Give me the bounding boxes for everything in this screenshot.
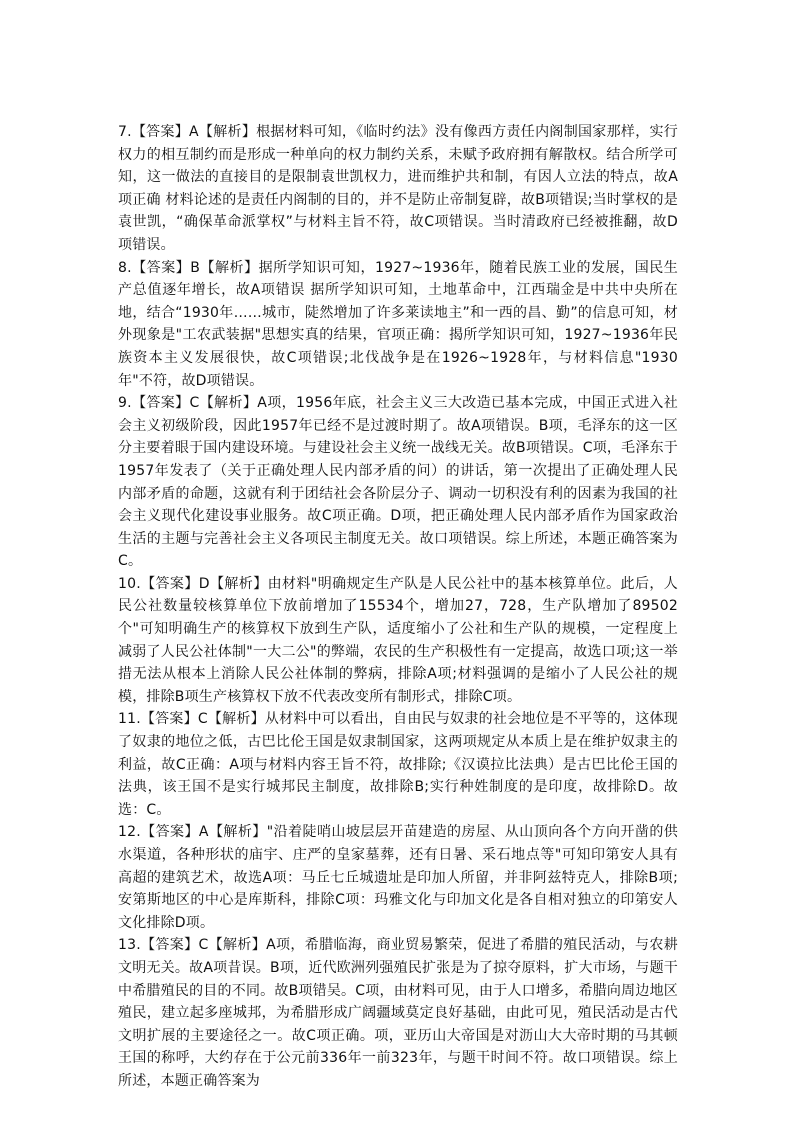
answer-item-11: 11.【答案】C【解析】从材料中可以看出，自由民与奴隶的社会地位是不平等的，这体现了奴隶的地位之低，古巴比伦王国是奴隶制国家，这两项规定从本质上是在维护奴隶主的利益，故C正确：A项与材料内容王旨不符，故排除;《汉谟拉比法典）是古巴比伦王国的法典，该王国不是实行城邦民主制度，故排除B;实行种姓制度的是印度，故排除D。故选：C。 [118,711,678,818]
answer-item-7: 7.【答案】A【解析】根据材料可知，《临时约法》没有像西方责任内阁制国家那样，实行权力的相互制约而是形成一种单向的权力制约关系，未赋予政府拥有解散权。结合所学可知，这一做法的直接目的是限制袁世凯权力，进而维护共和制，有因人立法的特点，故A项正确 材料论述的是责任内阁制的目的，并不是防止帝制复辟，故B项错误;当时掌权的是袁世凯，“确保革命派掌权”与材料主旨不符，故C项错误。当时清政府已经被推翻，故D项错误。 [118,124,678,253]
answer-item-9: 9.【答案】C【解析】A项，1956年底，社会主义三大改造已基本完成，中国正式进入社会主义初级阶段，因此1957年已经不是过渡时期了。故A项错误。B项，毛泽东的这一区分主要着眼于国内建设环境。与建设社会主义统一战线无关。故B项错误。C项，毛泽东于1957年发表了（关于正确处理人民内部矛盾的问）的讲话，第一次提出了正确处理人民内部矛盾的命题，这就有利于团结社会各阶层分子、调动一切积没有利的因素为我国的社会主义现代化建设事业服务。故C项正确。D项，把正确处理人民内部矛盾作为国家政治生活的主题与完善社会主义各项民主制度无关。故口项错误。综上所述，本题正确答案为C。 [118,395,678,570]
answer-item-10: 10.【答案】D【解析】由材料"明确规定生产队是人民公社中的基本核算单位。此后，人民公社数量较核算单位下放前增加了15534个，增加27，728，生产队增加了89502个"可知明确生产的核算权下放到生产队，适度缩小了公社和生产队的规模，一定程度上减弱了人民公社体制"一大二公"的弊端，农民的生产积极性有一定提高，故选口项;这一举措无法从根本上消除人民公社体制的弊病，排除A项;材料强调的是缩小了人民公社的规模，排除B项生产核算权下放不代表改变所有制形式，排除C项。 [118,575,678,705]
answer-item-13: 13.【答案】C【解析】A项，希腊临海，商业贸易繁荣，促进了希腊的殖民活动，与农耕文明无关。故A项昔误。B项，近代欧洲列强殖民扩张是为了掠夺原料，扩大市场，与题干中希腊殖民的目的不同。故B项错吴。C项，由材料可见，由于人口增多，希腊向周边地区殖民，建立起多座城邦，为希腊形成广阔疆域莫定良好基础，由此可见，殖民活动是古代文明扩展的主要途径之一。故C项正确。项，亚历山大帝国是对沥山大大帝时期的马其顿王国的称呼，大约存在于公元前336年一前323年，与题干时间不符。故口项错误。综上所述，本题正确答案为 [118,937,678,1089]
answer-item-8: 8.【答案】B【解析】据所学知识可知，1927~1936年，随着民族工业的发展，国民生产总值逐年增长，故A项错误 据所学知识可知，土地革命中，江西瑞金是中共中央所在地，结合“1930年……城市，陡然增加了许多莱读地主”和一西的昌、勤”的信息可知，材外现象是"工农武装据"思想实真的结果，官项正确：揭所学知识可知，1927~1936年民族资本主义发展很快，故C项错误;北伐战争是在1926~1928年，与材料信息"1930年"不符，故D项错误。 [118,259,678,389]
answer-item-12: 12.【答案】A【解析】"沿着陡哨山坡层层开苗建造的房屋、从山顶向各个方向开凿的供水渠道，各种形状的庙宇、庄严的皇家墓葬，还有日暑、采石地点等"可知印第安人具有高超的建筑艺术，故选A项：马丘七丘城遗址是印加人所留，并非阿兹特克人，排除B项;安第斯地区的中心是库斯科，排除C项：玛雅文化与印加文化是各自相对独立的印第安人文化排除D项。 [118,824,678,931]
answer-explanations [118,121,678,1093]
